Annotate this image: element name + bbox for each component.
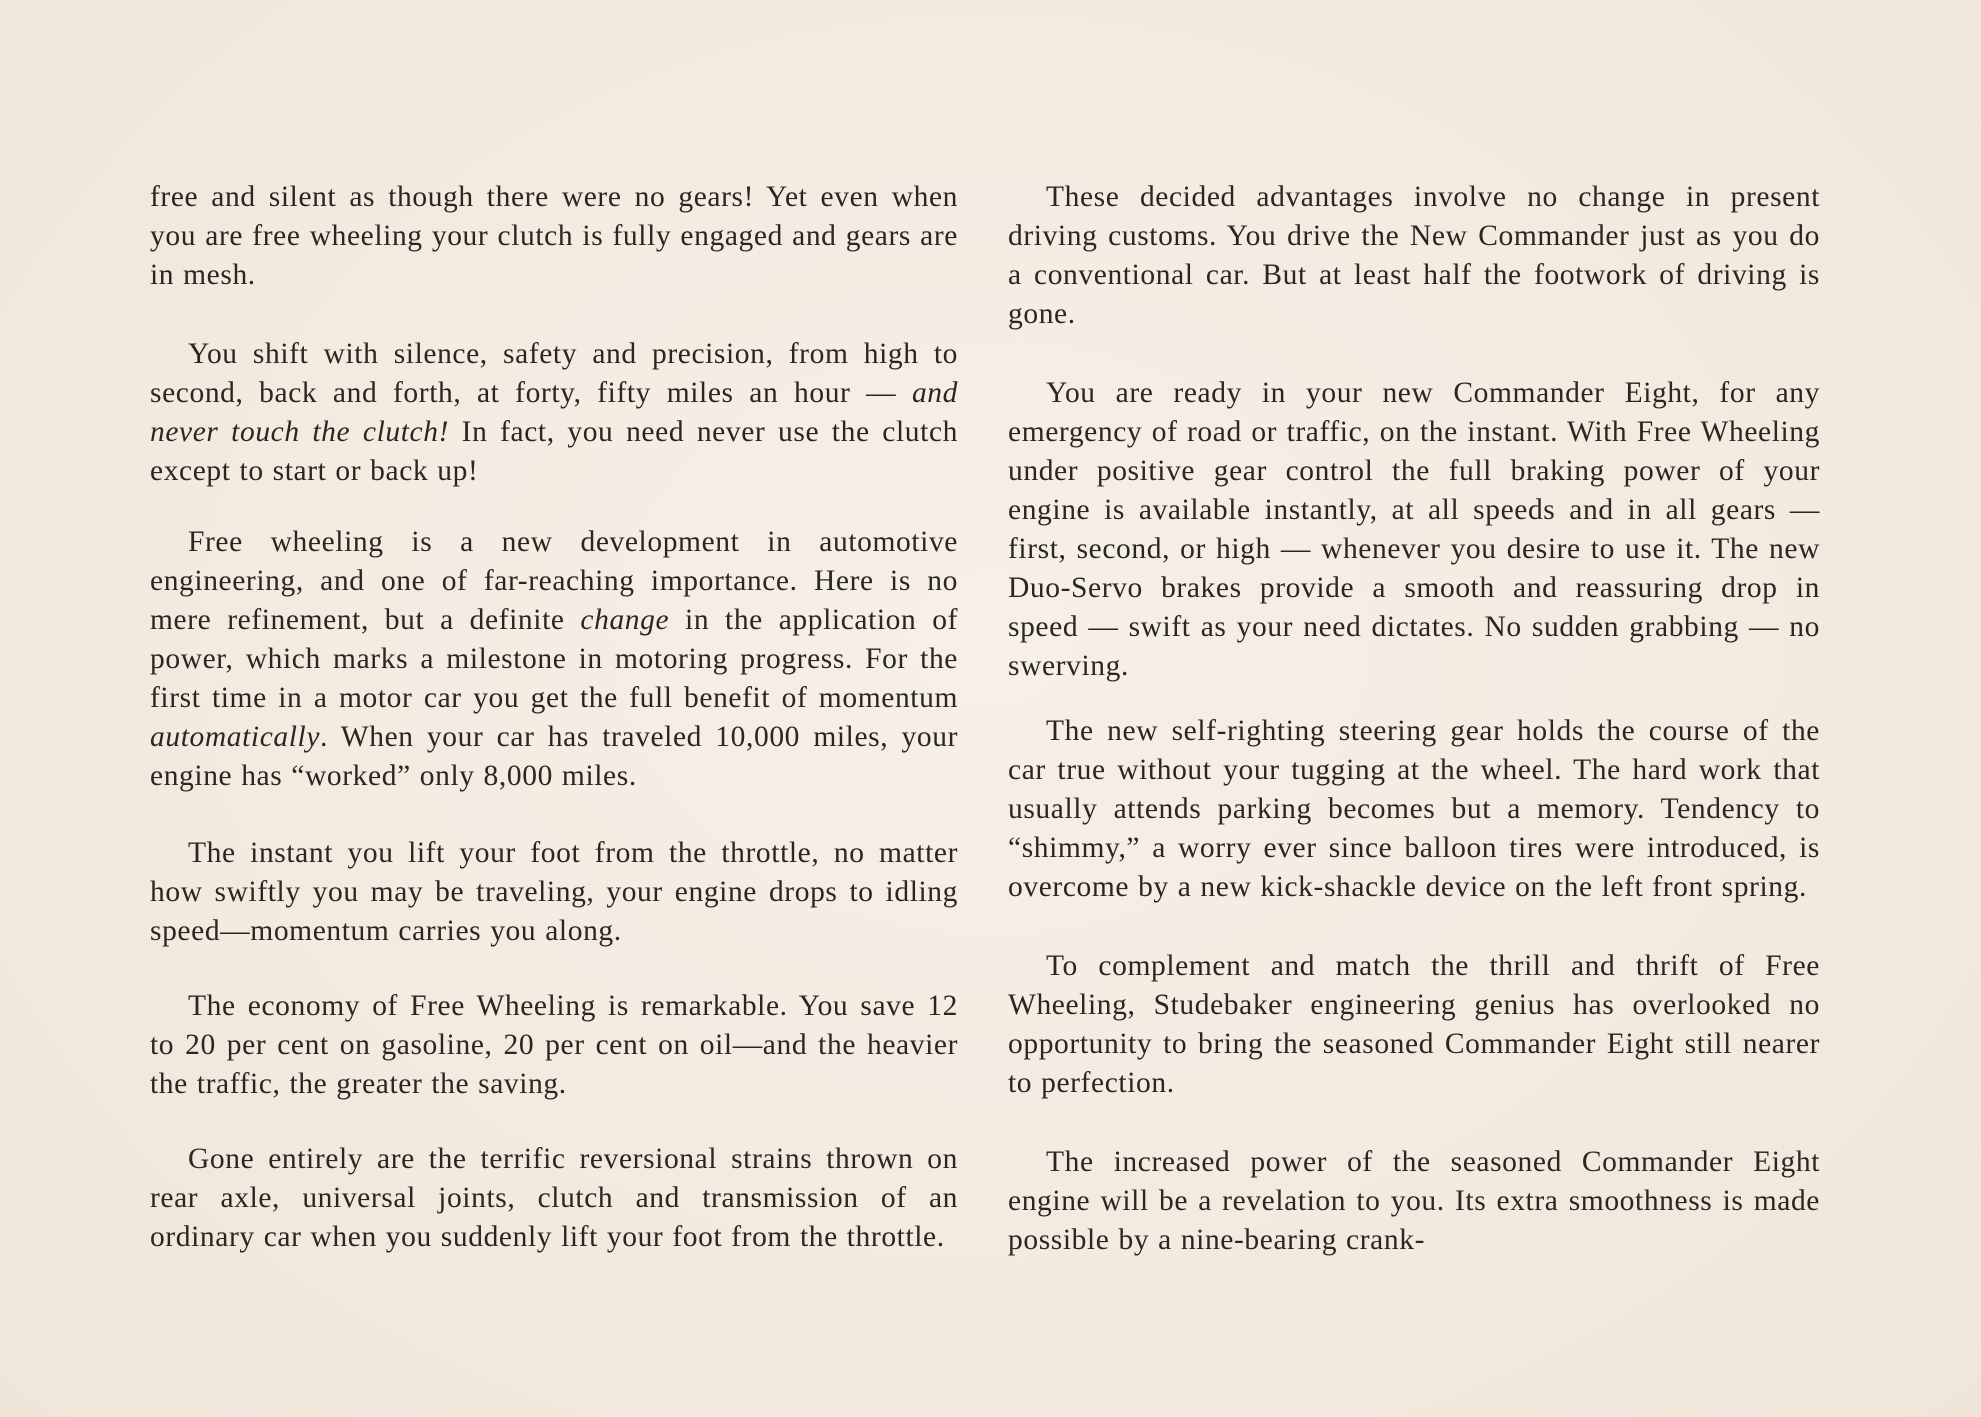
paragraph: The economy of Free Wheeling is remarkable. You save 12 to 20 per cent on gasoline, 20 per cent on oil—and the heavier the traffic, the greater the saving. [150, 990, 958, 1100]
emphasis-text: automatically [150, 721, 321, 753]
right-text-column [1008, 178, 1820, 1260]
paragraph: You are ready in your new Commander Eight, for any emergency of road or traffic, on the instant. With Free Wheeling under positive gear control the full braking power of your engine is available instantly, at all speeds and in all gears — first, second, or high — whenever you desire to use it. The new Duo-Servo brakes provide a smooth and reassuring drop in speed — swift as your need dictates. No sudden grabbing — no swerving. [1008, 377, 1820, 682]
paragraph: To complement and match the thrill and thrift of Free Wheeling, Studebaker engineering genius has overlooked no opportunity to bring the seasoned Commander Eight still nearer to perfection. [1008, 950, 1820, 1099]
paragraph: free and silent as though there were no gears! Yet even when you are free wheeling your clutch is fully engaged and gears are in mesh. [150, 181, 958, 291]
emphasis-text: change [580, 604, 670, 636]
paragraph: Gone entirely are the terrific reversional strains thrown on rear axle, universal joints, clutch and transmission of an ordinary car when you suddenly lift your foot from the throttle. [150, 1143, 958, 1253]
paragraph: You shift with silence, safety and precision, from high to second, back and forth, at forty, fifty miles an hour — and never touch the clutch! In fact, you need never use the clutch except to start or back up! [150, 338, 958, 487]
paragraph: The increased power of the seasoned Commander Eight engine will be a revelation to you. Its extra smoothness is made possible by a nine-bearing crank- [1008, 1146, 1820, 1256]
paragraph: The new self-righting steering gear holds the course of the car true without your tugging at the wheel. The hard work that usually attends parking becomes but a memory. Tendency to “shimmy,” a worry ever since balloon tires were introduced, is overcome by a new kick-shackle device on the left front spring. [1008, 715, 1820, 903]
left-text-column [150, 178, 958, 1257]
paragraph: These decided advantages involve no change in present driving customs. You drive the New Commander just as you do a conventional car. But at least half the footwork of driving is gone. [1008, 181, 1820, 330]
paragraph: Free wheeling is a new development in automotive engineering, and one of far-reaching importance. Here is no mere refinement, but a definite change in the application of power, which marks a milestone in motoring progress. For the first time in a motor car you get the full benefit of momentum automatically. When your car has traveled 10,000 miles, your engine has “worked” only 8,000 miles. [150, 526, 958, 792]
paragraph: The instant you lift your foot from the throttle, no matter how swiftly you may be traveling, your engine drops to idling speed—momentum carries you along. [150, 837, 958, 947]
emphasis-text: and never touch the clutch! [150, 377, 958, 448]
